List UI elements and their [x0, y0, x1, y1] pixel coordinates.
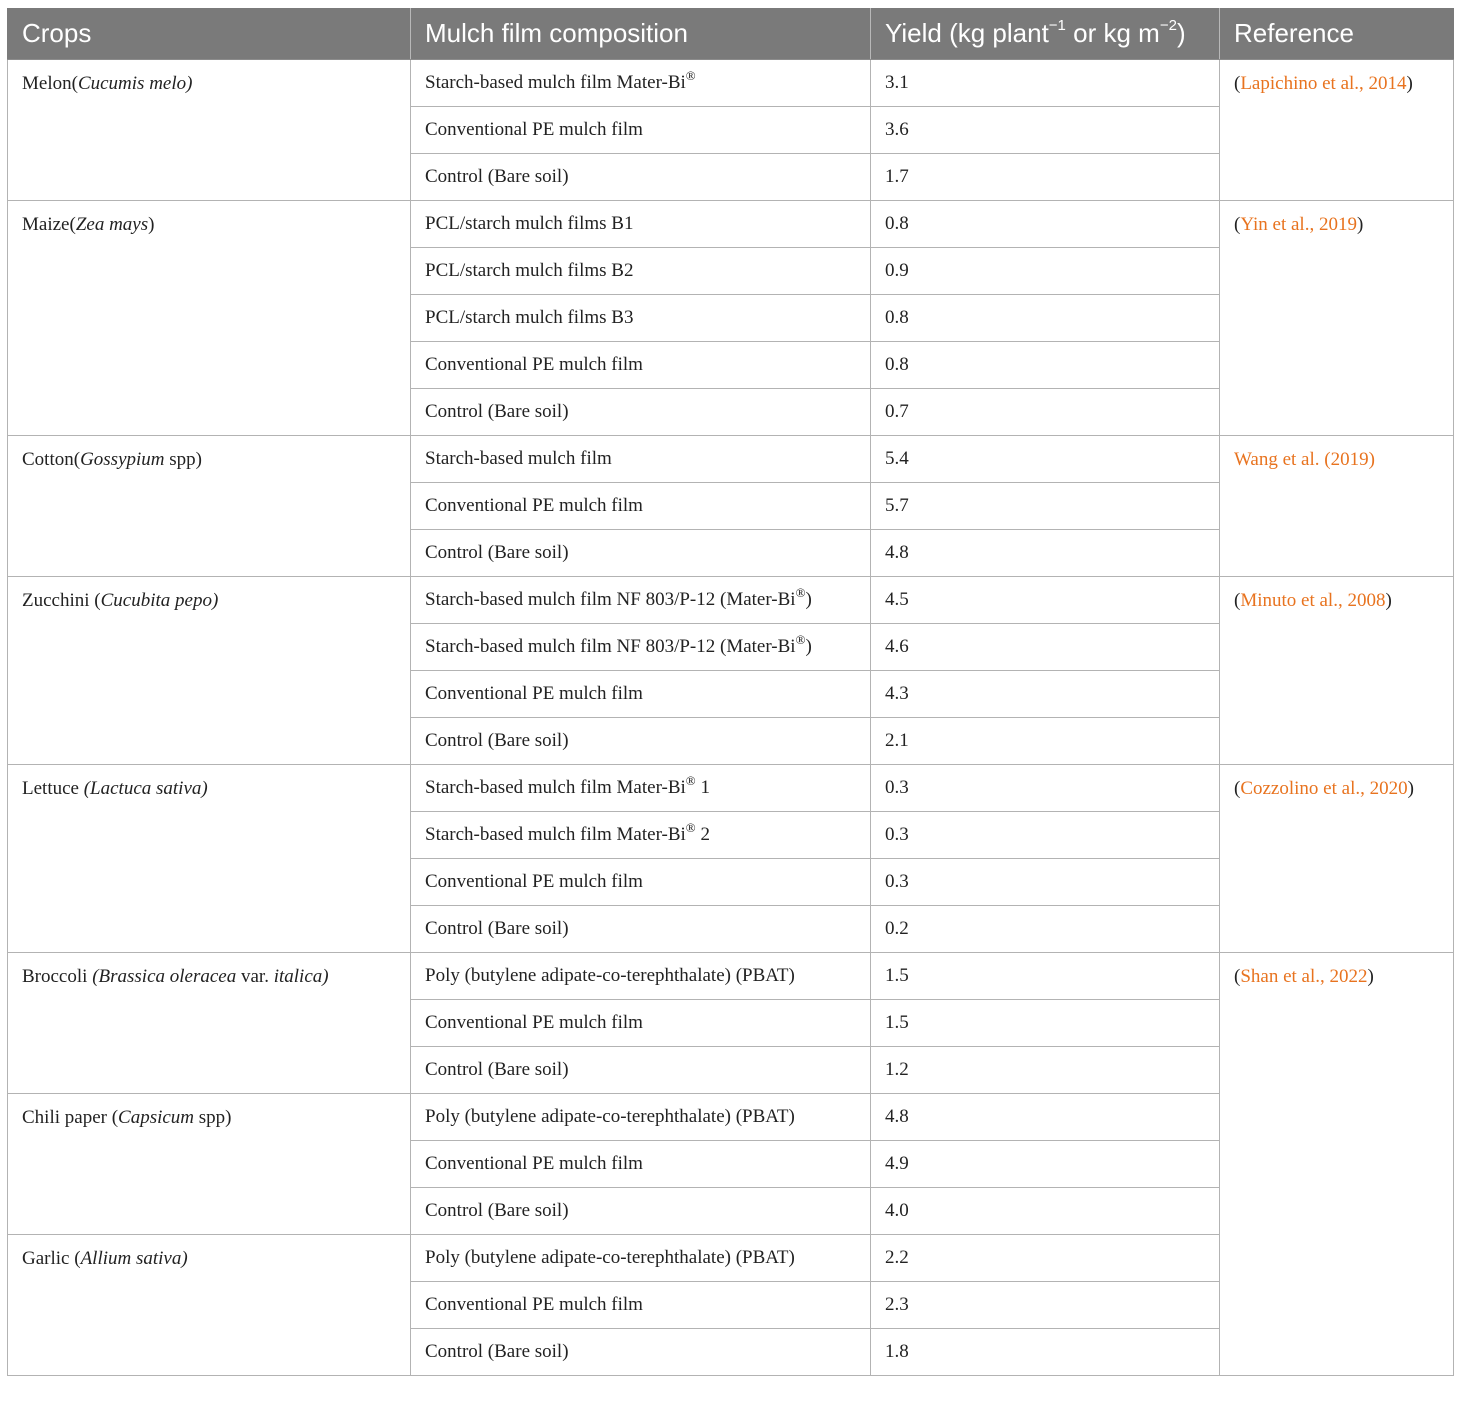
mulch-composition: Control (Bare soil) — [425, 918, 569, 939]
mulch-composition-cell — [411, 389, 871, 436]
crop-name: Zucchini ( — [22, 590, 101, 611]
yield-value: 4.3 — [871, 671, 1220, 718]
crop-name: Garlic ( — [22, 1248, 81, 1269]
mulch-composition: Control (Bare soil) — [425, 542, 569, 563]
mulch-composition: Starch-based mulch film Mater-Bi — [425, 777, 686, 798]
reference-cell — [1220, 577, 1454, 765]
crop-scientific-name: Allium sativa) — [80, 1248, 188, 1269]
mulch-composition-cell — [411, 859, 871, 906]
table-row — [8, 765, 1454, 812]
header-yield-suffix: ) — [1176, 18, 1186, 48]
header-yield-mid: or kg m — [1065, 18, 1160, 48]
mulch-composition-cell — [411, 1282, 871, 1329]
crop-name-tail: var. — [236, 966, 274, 987]
yield-value: 4.9 — [871, 1141, 1220, 1188]
mulch-composition: Control (Bare soil) — [425, 730, 569, 751]
registered-mark: ® — [685, 820, 696, 835]
mulch-composition-suffix: 2 — [695, 824, 710, 845]
mulch-composition: Poly (butylene adipate-co-terephthalate) (PBAT) — [425, 1106, 795, 1127]
reference-cell — [1220, 201, 1454, 436]
header-mulch-composition: Mulch film composition — [411, 8, 871, 60]
yield-value: 0.8 — [871, 295, 1220, 342]
table-row — [8, 577, 1454, 624]
reference-link[interactable]: Wang et al. (2019) — [1234, 449, 1375, 470]
yield-value: 1.2 — [871, 1047, 1220, 1094]
reference-cell — [1220, 953, 1454, 1376]
mulch-composition-cell — [411, 1094, 871, 1141]
header-yield — [871, 8, 1220, 60]
reference-link[interactable]: Shan et al., 2022 — [1240, 966, 1368, 987]
mulch-composition: PCL/starch mulch films B1 — [425, 213, 634, 234]
mulch-composition-cell — [411, 906, 871, 953]
crop-name-tail: spp) — [194, 1107, 232, 1128]
yield-value: 4.6 — [871, 624, 1220, 671]
mulch-composition-cell — [411, 1235, 871, 1282]
header-yield-exp2: −2 — [1159, 17, 1177, 34]
mulch-composition-cell — [411, 530, 871, 577]
mulch-composition-cell — [411, 436, 871, 483]
mulch-composition-cell — [411, 107, 871, 154]
registered-mark: ® — [685, 68, 696, 83]
yield-value: 0.8 — [871, 201, 1220, 248]
mulch-composition: Starch-based mulch film NF 803/P-12 (Mater-Bi — [425, 589, 796, 610]
reference-open-paren: ( — [1234, 73, 1241, 94]
header-row — [8, 8, 1454, 60]
mulch-composition: Poly (butylene adipate-co-terephthalate) (PBAT) — [425, 965, 795, 986]
mulch-composition-cell — [411, 953, 871, 1000]
crop-scientific-name: Zea mays — [75, 214, 149, 235]
yield-value: 3.1 — [871, 60, 1220, 107]
registered-mark: ® — [795, 632, 806, 647]
mulch-composition-cell — [411, 483, 871, 530]
crop-variety-name: italica) — [273, 966, 329, 987]
registered-mark: ® — [795, 585, 806, 600]
reference-cell — [1220, 436, 1454, 577]
reference-link[interactable]: Cozzolino et al., 2020 — [1240, 778, 1408, 799]
mulch-composition-cell — [411, 201, 871, 248]
crop-scientific-name: (Lactuca sativa) — [83, 778, 208, 799]
crop-scientific-name: Cucumis melo) — [77, 73, 193, 94]
mulch-composition-cell — [411, 577, 871, 624]
mulch-composition: PCL/starch mulch films B3 — [425, 307, 634, 328]
mulch-composition: Conventional PE mulch film — [425, 871, 643, 892]
yield-value: 4.0 — [871, 1188, 1220, 1235]
reference-cell — [1220, 60, 1454, 201]
mulch-composition: Starch-based mulch film NF 803/P-12 (Mater-Bi — [425, 636, 796, 657]
mulch-composition-cell — [411, 1329, 871, 1376]
header-crops: Crops — [8, 8, 411, 60]
mulch-composition: Control (Bare soil) — [425, 1200, 569, 1221]
reference-open-paren: ( — [1234, 214, 1241, 235]
crop-name: Cotton( — [22, 449, 81, 470]
table-row — [8, 60, 1454, 107]
mulch-composition: Conventional PE mulch film — [425, 683, 643, 704]
header-reference: Reference — [1220, 8, 1454, 60]
yield-value: 4.8 — [871, 530, 1220, 577]
reference-close-paren: ) — [1407, 778, 1414, 799]
crop-name: Maize( — [22, 214, 76, 235]
mulch-composition: PCL/starch mulch films B2 — [425, 260, 634, 281]
yield-value: 0.8 — [871, 342, 1220, 389]
mulch-composition-suffix: ) — [805, 636, 812, 657]
yield-value: 4.8 — [871, 1094, 1220, 1141]
reference-close-paren: ) — [1385, 590, 1392, 611]
yield-value: 0.2 — [871, 906, 1220, 953]
crop-cell — [8, 953, 411, 1094]
mulch-composition-cell — [411, 1047, 871, 1094]
mulch-composition-cell — [411, 1141, 871, 1188]
yield-value: 2.2 — [871, 1235, 1220, 1282]
mulch-composition-cell — [411, 812, 871, 859]
crop-name: Melon( — [22, 73, 78, 94]
crop-name: Chili paper ( — [22, 1107, 119, 1128]
reference-close-paren: ) — [1356, 214, 1364, 235]
yield-value: 5.7 — [871, 483, 1220, 530]
mulch-composition-cell — [411, 1188, 871, 1235]
yield-value: 1.5 — [871, 1000, 1220, 1047]
reference-link[interactable]: Lapichino et al., 2014 — [1240, 73, 1407, 94]
mulch-composition-cell — [411, 765, 871, 812]
crop-scientific-name: Cucubita pepo) — [100, 590, 219, 611]
mulch-composition-cell — [411, 671, 871, 718]
reference-open-paren: ( — [1234, 966, 1241, 987]
mulch-composition-cell — [411, 1000, 871, 1047]
mulch-composition: Conventional PE mulch film — [425, 1294, 643, 1315]
crop-cell — [8, 1235, 411, 1376]
mulch-composition: Starch-based mulch film — [425, 448, 612, 469]
yield-value: 1.8 — [871, 1329, 1220, 1376]
yield-value: 1.7 — [871, 154, 1220, 201]
mulch-composition: Starch-based mulch film Mater-Bi — [425, 824, 686, 845]
registered-mark: ® — [685, 773, 696, 788]
mulch-composition: Conventional PE mulch film — [425, 495, 643, 516]
table-row — [8, 436, 1454, 483]
mulch-composition: Conventional PE mulch film — [425, 354, 643, 375]
reference-close-paren: ) — [1406, 73, 1413, 94]
mulch-composition-cell — [411, 342, 871, 389]
mulch-composition-cell — [411, 718, 871, 765]
reference-link[interactable]: Yin et al., 2019 — [1240, 214, 1357, 235]
crop-name-tail: spp) — [164, 449, 202, 470]
mulch-composition: Poly (butylene adipate-co-terephthalate) (PBAT) — [425, 1247, 795, 1268]
header-yield-exp1: −1 — [1048, 17, 1066, 34]
crop-cell — [8, 1094, 411, 1235]
mulch-composition-cell — [411, 624, 871, 671]
mulch-composition-cell — [411, 60, 871, 107]
mulch-composition-cell — [411, 248, 871, 295]
yield-value: 2.1 — [871, 718, 1220, 765]
crop-cell — [8, 765, 411, 953]
mulch-composition-cell — [411, 295, 871, 342]
reference-close-paren: ) — [1367, 966, 1374, 987]
yield-value: 2.3 — [871, 1282, 1220, 1329]
table-row — [8, 201, 1454, 248]
mulch-composition: Control (Bare soil) — [425, 1059, 569, 1080]
mulch-composition: Control (Bare soil) — [425, 401, 569, 422]
yield-value: 4.5 — [871, 577, 1220, 624]
table-row — [8, 953, 1454, 1000]
crop-name-tail: ) — [148, 214, 155, 235]
yield-value: 0.3 — [871, 812, 1220, 859]
yield-value: 0.3 — [871, 859, 1220, 906]
reference-link[interactable]: Minuto et al., 2008 — [1240, 590, 1386, 611]
crop-scientific-name: (Brassica oleracea — [92, 966, 237, 987]
header-yield-prefix: Yield (kg plant — [885, 18, 1049, 48]
yield-value: 0.7 — [871, 389, 1220, 436]
crop-name: Broccoli — [22, 966, 93, 987]
yield-value: 0.3 — [871, 765, 1220, 812]
reference-open-paren: ( — [1234, 778, 1241, 799]
mulch-composition-suffix: ) — [805, 589, 812, 610]
reference-open-paren: ( — [1234, 590, 1241, 611]
mulch-composition: Conventional PE mulch film — [425, 1012, 643, 1033]
crop-scientific-name: Gossypium — [80, 449, 165, 470]
crop-cell — [8, 201, 411, 436]
yield-value: 3.6 — [871, 107, 1220, 154]
mulch-composition-suffix: 1 — [695, 777, 710, 798]
yield-value: 1.5 — [871, 953, 1220, 1000]
crop-cell — [8, 577, 411, 765]
mulch-composition: Control (Bare soil) — [425, 166, 569, 187]
mulch-composition: Conventional PE mulch film — [425, 1153, 643, 1174]
crop-name: Lettuce — [22, 778, 84, 799]
mulch-yield-table — [7, 8, 1454, 1376]
table-body — [8, 60, 1454, 1376]
crop-cell — [8, 436, 411, 577]
mulch-composition: Control (Bare soil) — [425, 1341, 569, 1362]
table-header — [8, 8, 1454, 60]
mulch-composition-cell — [411, 154, 871, 201]
reference-cell — [1220, 765, 1454, 953]
yield-value: 0.9 — [871, 248, 1220, 295]
crop-cell — [8, 60, 411, 201]
crop-scientific-name: Capsicum — [118, 1107, 195, 1128]
yield-value: 5.4 — [871, 436, 1220, 483]
mulch-composition: Starch-based mulch film Mater-Bi — [425, 72, 686, 93]
mulch-composition: Conventional PE mulch film — [425, 119, 643, 140]
